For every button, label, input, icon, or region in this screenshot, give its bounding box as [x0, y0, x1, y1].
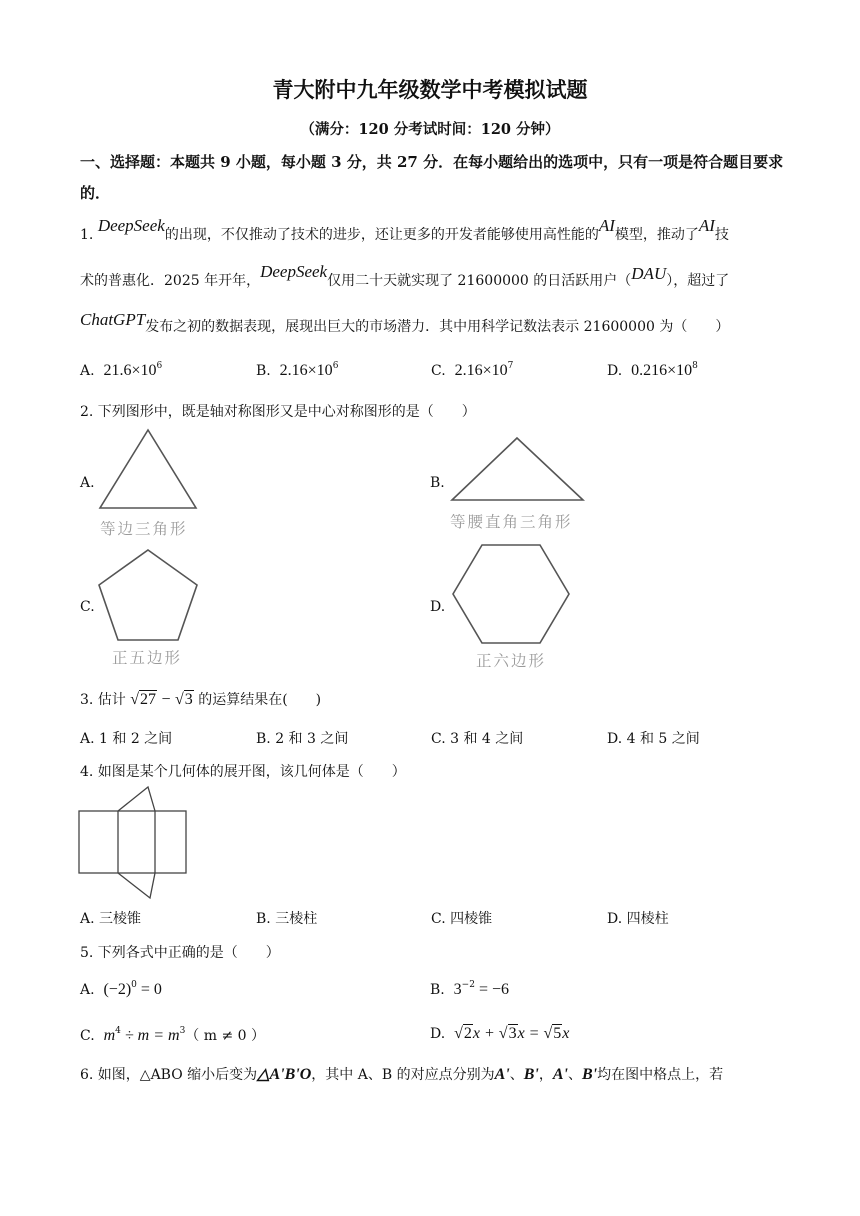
isosceles-right-triangle-figure: [450, 436, 586, 504]
q2-stem: 2. 下列图形中，既是轴对称图形又是中心对称图形的是（ ）: [80, 404, 476, 420]
q6-stem: 6. 如图，△ABO 缩小后变为△A'B'O，其中 A、B 的对应点分别为A'、B'，A'、B'均在图中格点上，若: [80, 1066, 724, 1083]
q5-option-c[interactable]: C. $m^4 \div m = m^3$（ m ≠ 0 ）: [80, 1026, 266, 1044]
q5-stem: 5. 下列各式中正确的是（ ）: [80, 945, 280, 961]
q3-option-b[interactable]: B. 2 和 3 之间: [256, 731, 349, 747]
regular-hexagon-figure: [450, 543, 572, 647]
page-subtitle: （满分：120 分考试时间：120 分钟）: [300, 121, 560, 138]
equilateral-triangle-figure: [98, 428, 202, 512]
q2-option-a-label[interactable]: A.: [80, 475, 95, 491]
q3-option-d[interactable]: D. 4 和 5 之间: [607, 731, 700, 747]
q3-option-a[interactable]: A. 1 和 2 之间: [80, 731, 173, 747]
q2-option-b-label[interactable]: B.: [430, 475, 445, 491]
q4-option-b[interactable]: B. 三棱柱: [256, 911, 318, 927]
q4-stem: 4. 如图是某个几何体的展开图，该几何体是（ ）: [80, 764, 406, 780]
regular-pentagon-figure: [96, 547, 202, 643]
q2-caption-d: 正六边形: [476, 652, 547, 670]
q5-option-d[interactable]: D. √2x + √3x = √5x: [430, 1025, 570, 1042]
q1-option-a[interactable]: A. $21.6\times 10^6$: [80, 361, 163, 379]
q1-line1: 1. DeepSeek的出现，不仅推动了技术的进步，还让更多的开发者能够使用高性能的AI模型，推动了AI技: [80, 216, 729, 243]
q2-caption-a: 等边三角形: [100, 520, 188, 538]
q1-line3: ChatGPT发布之初的数据表现，展现出巨大的市场潜力．其中用科学记数法表示 21600000 为（ ）: [80, 310, 730, 335]
q5-option-b[interactable]: B. $3^{-2} = -6$: [430, 980, 509, 998]
q5-option-a[interactable]: A. $(-2)^0 = 0$: [80, 980, 162, 998]
q1-option-c[interactable]: C. $2.16\times 10^7$: [431, 361, 514, 379]
q2-caption-b: 等腰直角三角形: [450, 513, 573, 531]
q2-option-d-label[interactable]: D.: [430, 599, 446, 615]
page-title: 青大附中九年级数学中考模拟试题: [272, 77, 588, 102]
q1-line2: 术的普惠化．2025 年开年，DeepSeek仅用二十天就实现了 21600000 的日活跃用户（DAU），超过了: [80, 262, 730, 289]
q4-option-c[interactable]: C. 四棱锥: [431, 911, 493, 927]
q1-option-d[interactable]: D. $0.216\times 10^8$: [607, 361, 698, 379]
q4-option-a[interactable]: A. 三棱锥: [80, 911, 142, 927]
q3-option-c[interactable]: C. 3 和 4 之间: [431, 731, 524, 747]
q4-option-d[interactable]: D. 四棱柱: [607, 911, 669, 927]
q3-stem: 3. 估计 √27 − √3 的运算结果在( ): [80, 691, 322, 708]
section-heading: 一、选择题：本题共 9 小题，每小题 3 分，共 27 分．在每小题给出的选项中，只有一项是符合题目要求的．: [80, 153, 784, 202]
q2-caption-c: 正五边形: [112, 649, 183, 667]
q1-option-b[interactable]: B. $2.16\times 10^6$: [256, 361, 339, 379]
q2-option-c-label[interactable]: C.: [80, 599, 95, 615]
prism-net-figure: [78, 786, 190, 900]
